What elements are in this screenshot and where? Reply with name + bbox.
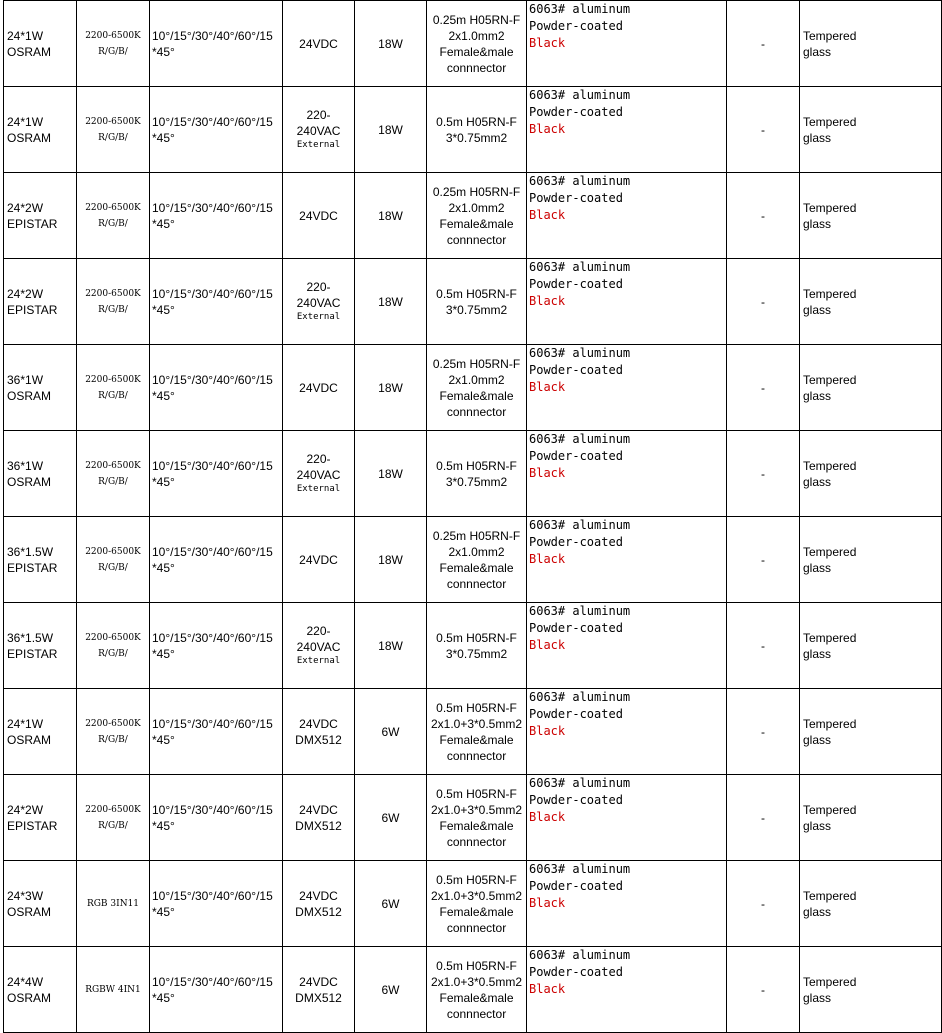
housing-color: Black [529, 380, 566, 394]
led-cell: 24*1W OSRAM [4, 1, 77, 87]
voltage-value: 24VDC [299, 380, 338, 395]
cct-cell: 2200-6500K R/G/B/ [77, 259, 150, 345]
led-cell: 36*1W OSRAM [4, 431, 77, 517]
beam-angle-cell: 10°/15°/30°/40°/60°/15 *45° [150, 345, 283, 431]
glass-cell: Tempered glass [800, 259, 942, 345]
empty-dash-cell: - [727, 173, 800, 259]
housing-cell [527, 861, 727, 947]
beam-angle-cell: 10°/15°/30°/40°/60°/15 *45° [150, 87, 283, 173]
voltage-cell [283, 431, 355, 517]
voltage-cell [283, 861, 355, 947]
power-cell: 18W [355, 517, 427, 603]
glass-cell: Tempered glass [800, 431, 942, 517]
housing-cell [527, 603, 727, 689]
table-row [4, 861, 942, 947]
glass-cell: Tempered glass [800, 775, 942, 861]
empty-dash-cell: - [727, 1, 800, 87]
table-row [4, 947, 942, 1033]
power-cell: 6W [355, 775, 427, 861]
glass-cell: Tempered glass [800, 689, 942, 775]
housing-material: 6063# aluminum Powder-coated [529, 948, 631, 979]
power-cell: 18W [355, 173, 427, 259]
glass-cell: Tempered glass [800, 345, 942, 431]
housing-material: 6063# aluminum Powder-coated [529, 2, 631, 33]
voltage-cell [283, 517, 355, 603]
voltage-value: 24VDC DMX512 [295, 716, 342, 747]
table-row [4, 603, 942, 689]
voltage-cell [283, 1, 355, 87]
empty-dash-cell: - [727, 517, 800, 603]
housing-cell [527, 689, 727, 775]
voltage-cell [283, 947, 355, 1033]
voltage-value: 24VDC DMX512 [295, 974, 342, 1005]
voltage-cell [283, 173, 355, 259]
voltage-value: 220- 240VAC [296, 452, 341, 482]
empty-dash-cell: - [727, 947, 800, 1033]
led-cell: 36*1.5W EPISTAR [4, 517, 77, 603]
housing-material: 6063# aluminum Powder-coated [529, 518, 631, 549]
housing-color: Black [529, 552, 566, 566]
power-cell: 18W [355, 345, 427, 431]
beam-angle-cell: 10°/15°/30°/40°/60°/15 *45° [150, 947, 283, 1033]
glass-cell: Tempered glass [800, 947, 942, 1033]
housing-cell [527, 87, 727, 173]
led-cell: 36*1.5W EPISTAR [4, 603, 77, 689]
housing-color: Black [529, 208, 566, 222]
housing-color: Black [529, 122, 566, 136]
housing-color: Black [529, 36, 566, 50]
voltage-external-note: External [296, 312, 341, 322]
cable-cell: 0.5m H05RN-F 2x1.0+3*0.5mm2 Female&male connnector [427, 775, 527, 861]
power-cell: 18W [355, 603, 427, 689]
housing-material: 6063# aluminum Powder-coated [529, 862, 631, 893]
cct-cell: 2200-6500K R/G/B/ [77, 603, 150, 689]
empty-dash-cell: - [727, 345, 800, 431]
spec-table [3, 0, 942, 1033]
voltage-cell [283, 87, 355, 173]
glass-cell: Tempered glass [800, 517, 942, 603]
spec-table-body [4, 1, 942, 1033]
voltage-cell [283, 775, 355, 861]
cct-cell: 2200-6500K R/G/B/ [77, 87, 150, 173]
housing-cell [527, 259, 727, 345]
voltage-cell [283, 689, 355, 775]
beam-angle-cell: 10°/15°/30°/40°/60°/15 *45° [150, 603, 283, 689]
cable-cell: 0.5m H05RN-F 3*0.75mm2 [427, 431, 527, 517]
cct-cell: 2200-6500K R/G/B/ [77, 775, 150, 861]
cable-cell: 0.25m H05RN-F 2x1.0mm2 Female&male connnector [427, 173, 527, 259]
beam-angle-cell: 10°/15°/30°/40°/60°/15 *45° [150, 173, 283, 259]
housing-cell [527, 345, 727, 431]
cable-cell: 0.5m H05RN-F 2x1.0+3*0.5mm2 Female&male connnector [427, 947, 527, 1033]
housing-color: Black [529, 638, 566, 652]
housing-color: Black [529, 896, 566, 910]
housing-cell [527, 947, 727, 1033]
table-row [4, 345, 942, 431]
led-cell: 24*4W OSRAM [4, 947, 77, 1033]
beam-angle-cell: 10°/15°/30°/40°/60°/15 *45° [150, 775, 283, 861]
voltage-value: 220- 240VAC [296, 108, 341, 138]
cable-cell: 0.5m H05RN-F 3*0.75mm2 [427, 259, 527, 345]
power-cell: 6W [355, 861, 427, 947]
power-cell: 18W [355, 87, 427, 173]
voltage-value: 24VDC [299, 36, 338, 51]
cable-cell: 0.25m H05RN-F 2x1.0mm2 Female&male connnector [427, 1, 527, 87]
glass-cell: Tempered glass [800, 603, 942, 689]
cct-cell: 2200-6500K R/G/B/ [77, 689, 150, 775]
table-row [4, 431, 942, 517]
led-cell: 24*2W EPISTAR [4, 775, 77, 861]
housing-cell [527, 1, 727, 87]
led-cell: 24*1W OSRAM [4, 689, 77, 775]
voltage-value: 220- 240VAC [296, 280, 341, 310]
table-row [4, 87, 942, 173]
glass-cell: Tempered glass [800, 173, 942, 259]
beam-angle-cell: 10°/15°/30°/40°/60°/15 *45° [150, 689, 283, 775]
power-cell: 18W [355, 431, 427, 517]
table-row [4, 775, 942, 861]
voltage-value: 220- 240VAC [296, 624, 341, 654]
table-row [4, 689, 942, 775]
voltage-value: 24VDC DMX512 [295, 888, 342, 919]
table-row [4, 173, 942, 259]
led-cell: 24*1W OSRAM [4, 87, 77, 173]
housing-cell [527, 431, 727, 517]
beam-angle-cell: 10°/15°/30°/40°/60°/15 *45° [150, 259, 283, 345]
cct-cell: RGBW 4IN1 [77, 947, 150, 1033]
housing-material: 6063# aluminum Powder-coated [529, 88, 631, 119]
led-cell: 24*2W EPISTAR [4, 173, 77, 259]
empty-dash-cell: - [727, 775, 800, 861]
empty-dash-cell: - [727, 87, 800, 173]
cct-cell: 2200-6500K R/G/B/ [77, 517, 150, 603]
beam-angle-cell: 10°/15°/30°/40°/60°/15 *45° [150, 1, 283, 87]
beam-angle-cell: 10°/15°/30°/40°/60°/15 *45° [150, 431, 283, 517]
empty-dash-cell: - [727, 603, 800, 689]
led-cell: 24*2W EPISTAR [4, 259, 77, 345]
voltage-cell [283, 259, 355, 345]
voltage-cell [283, 345, 355, 431]
led-cell: 36*1W OSRAM [4, 345, 77, 431]
voltage-value: 24VDC [299, 208, 338, 223]
empty-dash-cell: - [727, 259, 800, 345]
voltage-external-note: External [296, 140, 341, 150]
housing-color: Black [529, 724, 566, 738]
cable-cell: 0.5m H05RN-F 2x1.0+3*0.5mm2 Female&male connnector [427, 689, 527, 775]
voltage-cell [283, 603, 355, 689]
housing-material: 6063# aluminum Powder-coated [529, 776, 631, 807]
beam-angle-cell: 10°/15°/30°/40°/60°/15 *45° [150, 517, 283, 603]
cct-cell: 2200-6500K R/G/B/ [77, 173, 150, 259]
table-row [4, 517, 942, 603]
cable-cell: 0.5m H05RN-F 2x1.0+3*0.5mm2 Female&male connnector [427, 861, 527, 947]
power-cell: 18W [355, 259, 427, 345]
housing-cell [527, 517, 727, 603]
cable-cell: 0.5m H05RN-F 3*0.75mm2 [427, 87, 527, 173]
voltage-external-note: External [296, 484, 341, 494]
cable-cell: 0.25m H05RN-F 2x1.0mm2 Female&male connnector [427, 517, 527, 603]
cct-cell: 2200-6500K R/G/B/ [77, 1, 150, 87]
housing-color: Black [529, 294, 566, 308]
empty-dash-cell: - [727, 861, 800, 947]
cct-cell: 2200-6500K R/G/B/ [77, 345, 150, 431]
table-row [4, 259, 942, 345]
cct-cell: RGB 3IN11 [77, 861, 150, 947]
housing-material: 6063# aluminum Powder-coated [529, 604, 631, 635]
led-cell: 24*3W OSRAM [4, 861, 77, 947]
glass-cell: Tempered glass [800, 1, 942, 87]
cct-cell: 2200-6500K R/G/B/ [77, 431, 150, 517]
power-cell: 6W [355, 689, 427, 775]
housing-color: Black [529, 982, 566, 996]
table-row [4, 1, 942, 87]
housing-cell [527, 173, 727, 259]
cable-cell: 0.5m H05RN-F 3*0.75mm2 [427, 603, 527, 689]
housing-material: 6063# aluminum Powder-coated [529, 690, 631, 721]
power-cell: 6W [355, 947, 427, 1033]
housing-material: 6063# aluminum Powder-coated [529, 260, 631, 291]
housing-material: 6063# aluminum Powder-coated [529, 174, 631, 205]
power-cell: 18W [355, 1, 427, 87]
voltage-external-note: External [296, 656, 341, 666]
housing-color: Black [529, 466, 566, 480]
beam-angle-cell: 10°/15°/30°/40°/60°/15 *45° [150, 861, 283, 947]
glass-cell: Tempered glass [800, 87, 942, 173]
housing-cell [527, 775, 727, 861]
glass-cell: Tempered glass [800, 861, 942, 947]
empty-dash-cell: - [727, 431, 800, 517]
housing-color: Black [529, 810, 566, 824]
voltage-value: 24VDC [299, 552, 338, 567]
voltage-value: 24VDC DMX512 [295, 802, 342, 833]
empty-dash-cell: - [727, 689, 800, 775]
cable-cell: 0.25m H05RN-F 2x1.0mm2 Female&male connnector [427, 345, 527, 431]
housing-material: 6063# aluminum Powder-coated [529, 432, 631, 463]
housing-material: 6063# aluminum Powder-coated [529, 346, 631, 377]
